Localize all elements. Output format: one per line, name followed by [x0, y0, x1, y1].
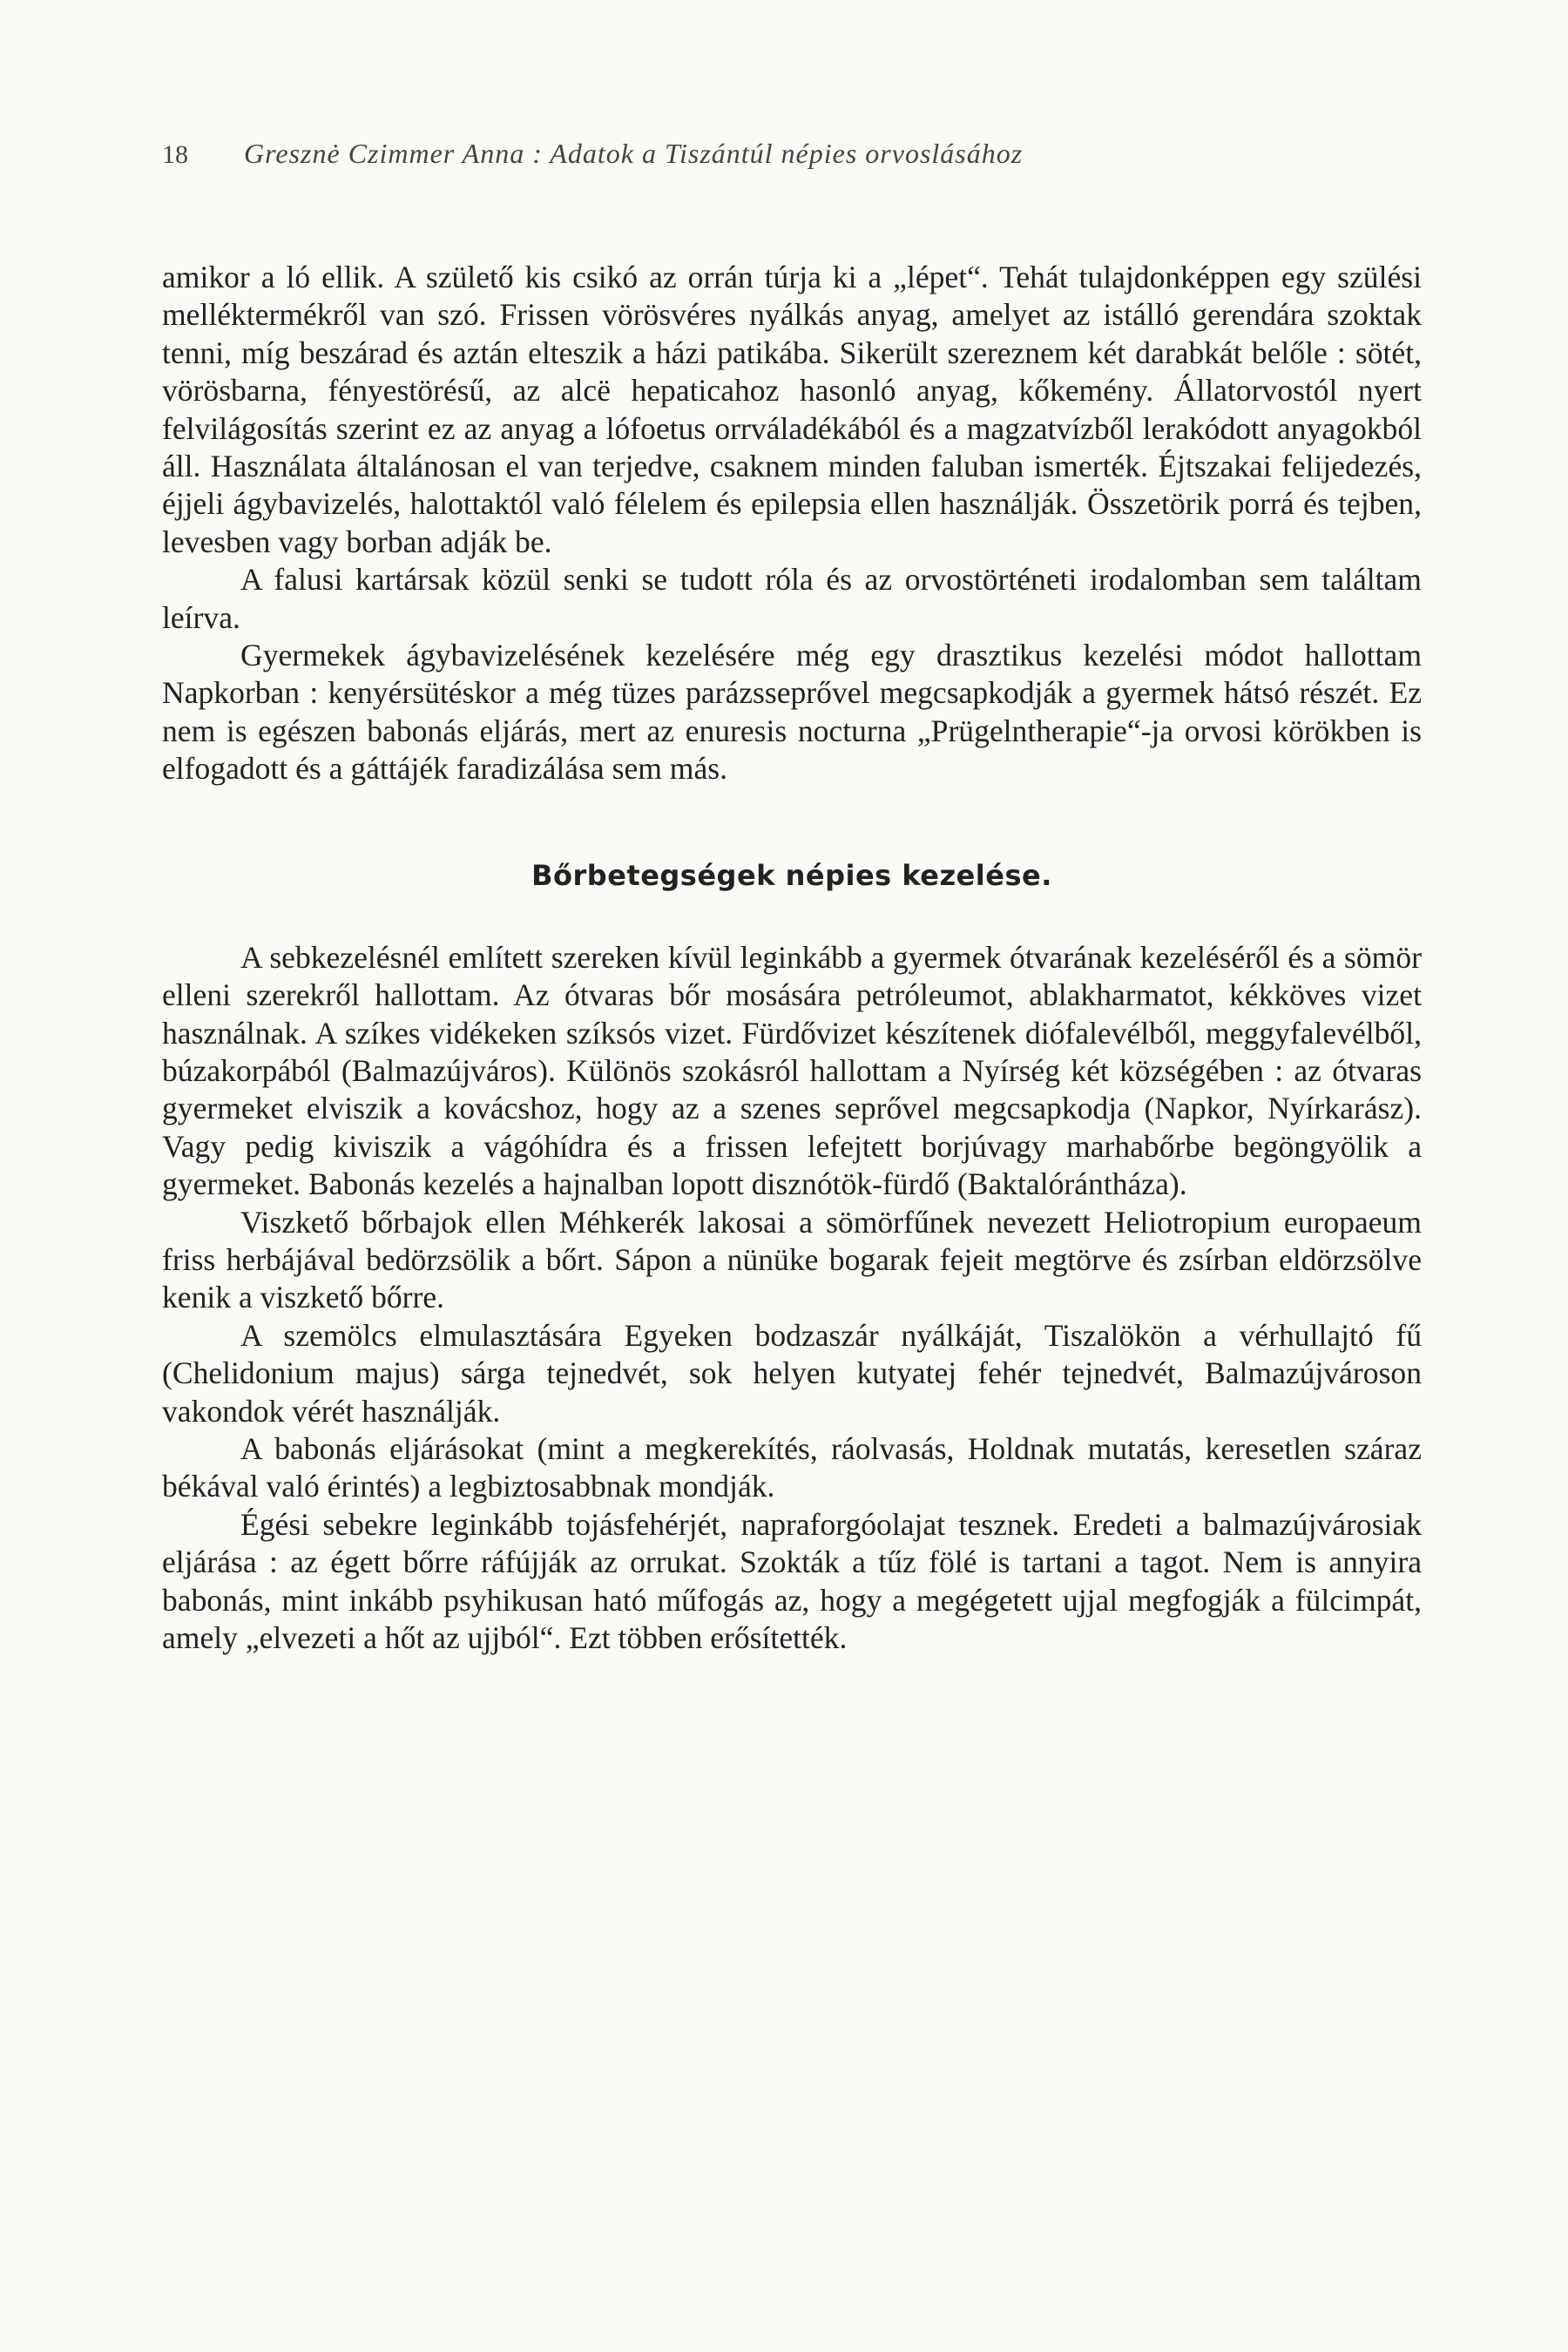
paragraph: A sebkezelésnél említett szereken kívül leginkább a gyermek ótvarának kezeléséről és a sömör elleni szerekről hallottam. Az ótvaras bőr mosására petróleumot, ablakharmatot, kékköves vizet használnak. A szíkes vidékeken szíksós vizet. Fürdővizet készítenek diófalevélből, meggyfalevélből, búzakorpából (Balmazújváros). Különös szokásról hallottam a Nyírség két községében : az ótvaras gyermeket elviszik a kovácshoz, hogy az a szenes seprővel megcsapkodja (Napkor, Nyírkarász). Vagy pedig kiviszik a vágóhídra és a frissen lefejtett borjúvagy marhabőrbe begöngyölik a gyermeket. Babonás kezelés a hajnalban lopott disznótök-fürdő (Baktalórántháza).	[162, 939, 1422, 1202]
paragraph: Viszkető bőrbajok ellen Méhkerék lakosai a sömörfűnek nevezett Heliotropium europaeum friss herbájával bedörzsölik a bőrt. Sápon a nünüke bogarak fejeit megtörve és zsírban eldörzsölve kenik a viszkető bőrre.	[162, 1204, 1422, 1315]
paragraph: A falusi kartársak közül senki se tudott róla és az orvostörténeti irodalomban sem találtam leírva.	[162, 562, 1422, 635]
body-text	[162, 259, 1422, 1657]
running-title: Gresznė Czimmer Anna : Adatok a Tiszántúl népies orvoslásához	[244, 138, 1024, 169]
paragraph: Gyermekek ágybavizelésének kezelésére még egy drasztikus kezelési módot hallottam Napkorban : kenyérsütéskor a még tüzes parázsseprővel megcsapkodják a gyermek hátsó részét. Ez nem is egészen babonás eljárás, mert az enuresis nocturna „Prügelntherapie“-ja orvosi körökben is elfogadott és a gáttájék faradizálása sem más.	[162, 638, 1422, 787]
page-number: 18	[162, 140, 188, 169]
paragraph: A babonás eljárásokat (mint a megkerekítés, ráolvasás, Holdnak mutatás, keresetlen száraz békával való érintés) a legbiztosabbnak mondják.	[162, 1430, 1422, 1504]
paragraph: A szemölcs elmulasztására Egyeken bodzaszár nyálkáját, Tiszalökön a vérhullajtó fű (Chelidonium majus) sárga tejnedvét, sok helyen kutyatej fehér tejnedvét, Balmazújvároson vakondok vérét használják.	[162, 1317, 1422, 1429]
paragraph: amikor a ló ellik. A születő kis csikó az orrán túrja ki a „lépet“. Tehát tulajdonképpen egy szülési melléktermékről van szó. Frissen vörösvéres nyálkás anyag, amelyet az istálló gerendára szoktak tenni, míg beszárad és aztán elteszik a házi patikába. Sikerült szereznem két darabkát belőle : sötét, vörösbarna, fényestörésű, az alcë hepaticahoz hasonló anyag, kőkemény. Állatorvostól nyert felvilágosítás szerint ez az anyag a lófoetus orrváladékából és a magzatvízből lerakódott anyagokból áll. Használata általánosan el van terjedve, csaknem minden faluban ismerték. Éjtszakai felijedezés, éjjeli ágybavizelés, halottaktól való félelem és epilepsia ellen használják. Összetörik porrá és tejben, levesben vagy borban adják be.	[162, 260, 1422, 559]
running-header	[162, 138, 1425, 170]
paragraph: Égési sebekre leginkább tojásfehérjét, napraforgóolajat tesznek. Eredeti a balmazújvárosiak eljárása : az égett bőrre ráfújják az orrukat. Szokták a tűz fölé is tartani a tagot. Nem is annyira babonás, mint inkább psyhikusan ható műfogás az, hogy a megégetett ujjal megfogják a fülcimpát, amely „elvezeti a hőt az ujjból“. Ezt többen erősítették.	[162, 1506, 1422, 1655]
section-heading: Bőrbetegségek népies kezelése.	[531, 858, 1052, 892]
